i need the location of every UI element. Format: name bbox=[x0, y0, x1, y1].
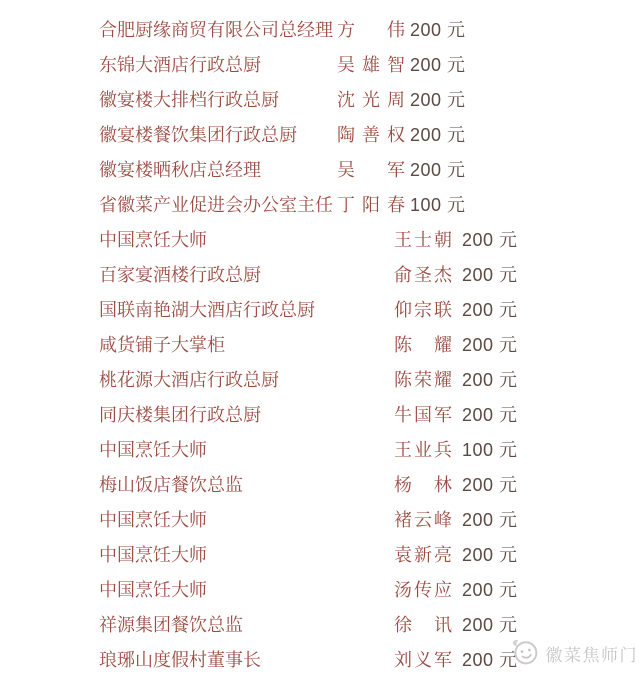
donor-name: 褚云峰 bbox=[394, 510, 452, 531]
smiley-face-icon bbox=[505, 633, 544, 674]
donation-amount: 100 元 bbox=[462, 440, 518, 460]
donor-title: 徽宴楼晒秋店总经理 bbox=[99, 160, 261, 181]
donor-title: 琅琊山度假村董事长 bbox=[99, 650, 261, 671]
donor-name: 刘义军 bbox=[394, 650, 452, 671]
donor-name: 方伟 bbox=[337, 20, 405, 41]
donor-title: 省徽菜产业促进会办公室主任 bbox=[99, 195, 333, 216]
donor-name: 杨林 bbox=[394, 475, 452, 496]
donor-name: 王业兵 bbox=[394, 440, 452, 461]
donor-title: 徽宴楼大排档行政总厨 bbox=[99, 90, 279, 111]
donor-name: 袁新亮 bbox=[394, 545, 452, 566]
donor-title: 百家宴酒楼行政总厨 bbox=[99, 265, 261, 286]
donor-name: 陈荣耀 bbox=[394, 370, 452, 391]
watermark-text: 徽菜焦师门 bbox=[545, 646, 638, 666]
donor-name: 丁阳春 bbox=[337, 195, 405, 216]
donor-name: 牛国军 bbox=[394, 405, 452, 426]
donation-amount: 200 元 bbox=[462, 405, 518, 425]
donor-name: 沈光周 bbox=[337, 90, 405, 111]
donation-amount: 200 元 bbox=[462, 370, 518, 390]
donation-amount: 200 元 bbox=[462, 230, 518, 250]
donation-amount: 200 元 bbox=[462, 545, 518, 565]
table-row bbox=[0, 328, 640, 363]
table-row bbox=[0, 153, 640, 188]
donation-amount: 200 元 bbox=[462, 475, 518, 495]
donor-title: 咸货铺子大掌柜 bbox=[99, 335, 225, 356]
donation-amount: 200 元 bbox=[462, 265, 518, 285]
donor-title: 徽宴楼餐饮集团行政总厨 bbox=[99, 125, 297, 146]
table-row bbox=[0, 573, 640, 608]
donor-title: 同庆楼集团行政总厨 bbox=[99, 405, 261, 426]
table-row bbox=[0, 363, 640, 398]
donor-title: 合肥厨缘商贸有限公司总经理 bbox=[99, 20, 333, 41]
donation-amount: 100 元 bbox=[410, 195, 466, 215]
table-row bbox=[0, 503, 640, 538]
table-row bbox=[0, 48, 640, 83]
donor-name: 仰宗联 bbox=[394, 300, 452, 321]
donor-title: 中国烹饪大师 bbox=[99, 545, 207, 566]
donation-amount: 200 元 bbox=[410, 125, 466, 145]
donor-title: 中国烹饪大师 bbox=[99, 510, 207, 531]
donor-name: 俞圣杰 bbox=[394, 265, 452, 286]
table-row bbox=[0, 118, 640, 153]
donation-amount: 200 元 bbox=[462, 580, 518, 600]
donor-name: 陶善权 bbox=[337, 125, 405, 146]
donation-list bbox=[0, 13, 640, 678]
table-row bbox=[0, 433, 640, 468]
donation-amount: 200 元 bbox=[462, 335, 518, 355]
table-row bbox=[0, 188, 640, 223]
table-row bbox=[0, 223, 640, 258]
donation-amount: 200 元 bbox=[410, 160, 466, 180]
donation-amount: 200 元 bbox=[462, 650, 518, 670]
donation-amount: 200 元 bbox=[462, 615, 518, 635]
donor-title: 梅山饭店餐饮总监 bbox=[99, 475, 243, 496]
table-row bbox=[0, 293, 640, 328]
donor-name: 王士朝 bbox=[394, 230, 452, 251]
donor-title: 国联南艳湖大酒店行政总厨 bbox=[99, 300, 315, 321]
donor-title: 东锦大酒店行政总厨 bbox=[99, 55, 261, 76]
table-row bbox=[0, 398, 640, 433]
donor-title: 祥源集团餐饮总监 bbox=[99, 615, 243, 636]
donation-amount: 200 元 bbox=[410, 20, 466, 40]
donor-name: 陈耀 bbox=[394, 335, 452, 356]
donor-name: 汤传应 bbox=[394, 580, 452, 601]
donation-amount: 200 元 bbox=[410, 90, 466, 110]
watermark bbox=[509, 636, 639, 671]
table-row bbox=[0, 468, 640, 503]
donor-name: 徐讯 bbox=[394, 615, 452, 636]
donation-amount: 200 元 bbox=[410, 55, 466, 75]
table-row bbox=[0, 83, 640, 118]
donor-name: 吴雄智 bbox=[337, 55, 405, 76]
donation-amount: 200 元 bbox=[462, 510, 518, 530]
donation-amount: 200 元 bbox=[462, 300, 518, 320]
donor-title: 中国烹饪大师 bbox=[99, 230, 207, 251]
table-row bbox=[0, 258, 640, 293]
donor-title: 桃花源大酒店行政总厨 bbox=[99, 370, 279, 391]
donor-name: 吴军 bbox=[337, 160, 405, 181]
table-row bbox=[0, 13, 640, 48]
donor-title: 中国烹饪大师 bbox=[99, 440, 207, 461]
table-row bbox=[0, 538, 640, 573]
donor-title: 中国烹饪大师 bbox=[99, 580, 207, 601]
